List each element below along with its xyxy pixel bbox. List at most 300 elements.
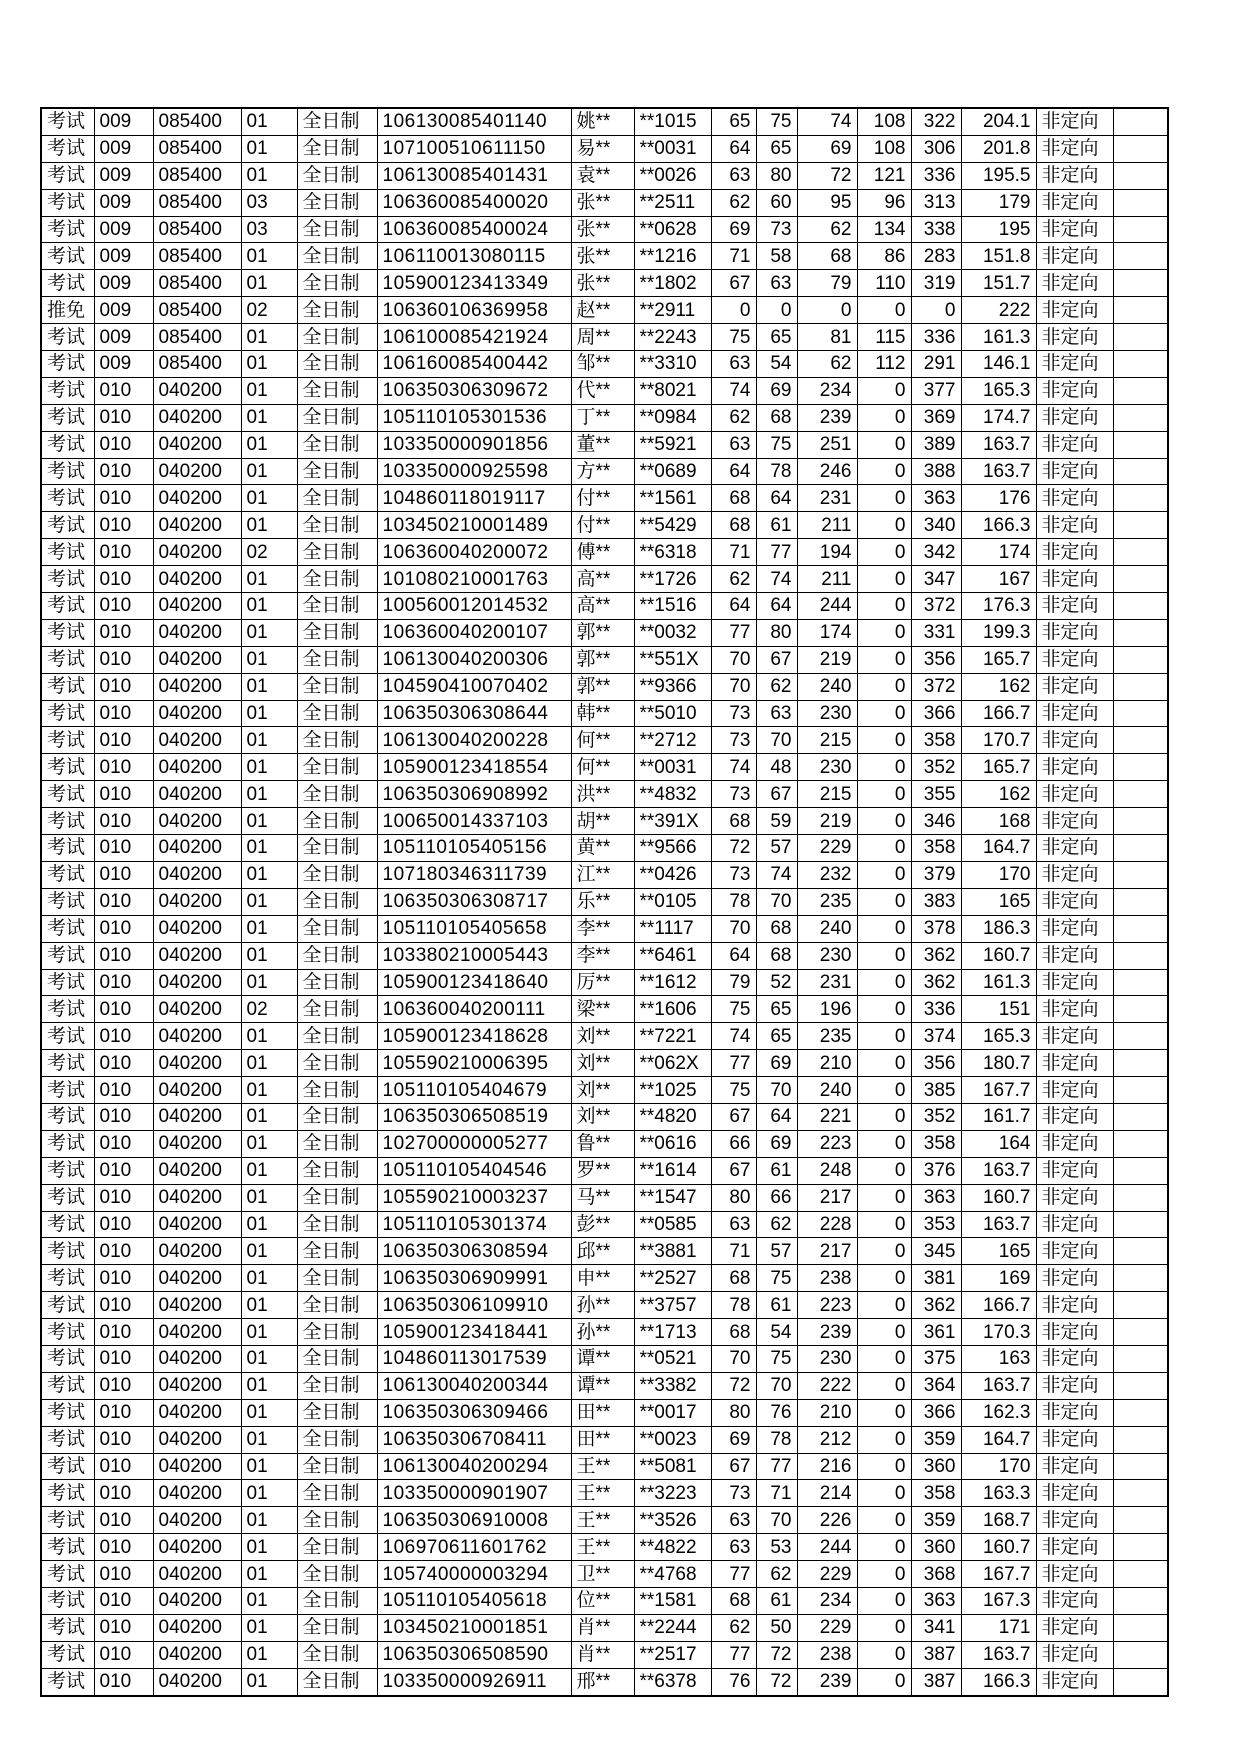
table-cell: 63 (711, 162, 756, 189)
table-cell: **8021 (634, 377, 711, 404)
table-cell: **0521 (634, 1345, 711, 1372)
table-cell: 非定向 (1036, 646, 1113, 673)
table-cell: 68 (711, 485, 756, 512)
table-cell: 040200 (153, 646, 241, 673)
table-cell: **0689 (634, 458, 711, 485)
table-cell: 全日制 (297, 754, 377, 781)
table-cell: 72 (797, 162, 857, 189)
table-cell: 040200 (153, 404, 241, 431)
table-cell: 考试 (41, 243, 94, 270)
table-cell: **1561 (634, 485, 711, 512)
table-cell (1113, 1211, 1168, 1238)
table-cell: 234 (797, 377, 857, 404)
table-row (41, 1668, 1168, 1695)
table-cell: 王** (571, 1453, 634, 1480)
table-cell: 全日制 (297, 566, 377, 593)
table-cell: 0 (857, 727, 911, 754)
table-cell: 040200 (153, 1103, 241, 1130)
table-cell: 105900123418628 (377, 1023, 571, 1050)
table-cell: 63 (756, 270, 797, 297)
table-cell: **062X (634, 1050, 711, 1077)
table-cell: 085400 (153, 270, 241, 297)
table-cell: 0 (857, 1426, 911, 1453)
table-cell: 010 (94, 1319, 153, 1346)
table-cell: 009 (94, 243, 153, 270)
table-cell: 040200 (153, 808, 241, 835)
table-cell: 01 (241, 1077, 297, 1104)
table-cell: 74 (711, 1023, 756, 1050)
table-cell: 362 (911, 1292, 961, 1319)
table-cell: 01 (241, 646, 297, 673)
table-cell: 72 (711, 835, 756, 862)
table-cell (1113, 646, 1168, 673)
table-cell: 考试 (41, 1238, 94, 1265)
table-cell: 71 (711, 243, 756, 270)
table-row (41, 673, 1168, 700)
table-cell: 77 (711, 1561, 756, 1588)
table-cell: 170 (961, 861, 1036, 888)
table-cell: 全日制 (297, 1157, 377, 1184)
table-cell: 085400 (153, 108, 241, 135)
table-cell: 考试 (41, 1614, 94, 1641)
table-cell: 040200 (153, 458, 241, 485)
table-cell: 358 (911, 1480, 961, 1507)
table-cell: 全日制 (297, 458, 377, 485)
table-cell: 151.8 (961, 243, 1036, 270)
table-cell: 01 (241, 1534, 297, 1561)
table-cell: 卫** (571, 1561, 634, 1588)
table-cell: 359 (911, 1426, 961, 1453)
table-cell: 74 (711, 754, 756, 781)
table-cell: 010 (94, 1050, 153, 1077)
table-row (41, 1534, 1168, 1561)
table-cell: 040200 (153, 431, 241, 458)
table-cell: 010 (94, 1372, 153, 1399)
table-cell: 372 (911, 673, 961, 700)
table-cell (1113, 1265, 1168, 1292)
table-cell: 0 (911, 297, 961, 324)
table-cell: 01 (241, 1587, 297, 1614)
table-cell: **2517 (634, 1641, 711, 1668)
table-cell: 74 (797, 108, 857, 135)
table-cell: 010 (94, 915, 153, 942)
table-cell: 180.7 (961, 1050, 1036, 1077)
table-cell: 106350306910008 (377, 1507, 571, 1534)
table-cell: 040200 (153, 1292, 241, 1319)
table-cell: 考试 (41, 108, 94, 135)
table-cell: 0 (857, 1614, 911, 1641)
table-cell: **391X (634, 808, 711, 835)
table-cell: 010 (94, 888, 153, 915)
table-cell: 170.7 (961, 727, 1036, 754)
table-cell: 非定向 (1036, 1319, 1113, 1346)
table-cell: 邹** (571, 351, 634, 378)
table-cell: 362 (911, 942, 961, 969)
table-cell: 010 (94, 673, 153, 700)
table-cell: 全日制 (297, 700, 377, 727)
table-cell: 103450210001489 (377, 512, 571, 539)
table-cell: 周** (571, 324, 634, 351)
table-cell: 040200 (153, 1372, 241, 1399)
table-cell: 01 (241, 593, 297, 620)
table-cell: 010 (94, 1614, 153, 1641)
table-cell: 229 (797, 1561, 857, 1588)
table-cell: 199.3 (961, 619, 1036, 646)
table-cell: 81 (797, 324, 857, 351)
table-cell: 235 (797, 1023, 857, 1050)
table-cell: 全日制 (297, 1372, 377, 1399)
table-cell: 105110105405156 (377, 835, 571, 862)
table-cell: 103350000901856 (377, 431, 571, 458)
table-cell: 全日制 (297, 1534, 377, 1561)
table-cell: 全日制 (297, 1077, 377, 1104)
table-cell: 040200 (153, 1184, 241, 1211)
table-cell: **9366 (634, 673, 711, 700)
table-cell (1113, 243, 1168, 270)
table-cell: 68 (711, 1587, 756, 1614)
table-cell: 非定向 (1036, 781, 1113, 808)
table-cell: 010 (94, 593, 153, 620)
table-cell (1113, 781, 1168, 808)
table-cell: 全日制 (297, 162, 377, 189)
table-cell: 010 (94, 1587, 153, 1614)
table-cell: 全日制 (297, 1480, 377, 1507)
table-cell: 0 (857, 1050, 911, 1077)
table-cell: 283 (911, 243, 961, 270)
table-cell: 244 (797, 1534, 857, 1561)
table-cell: 040200 (153, 619, 241, 646)
table-cell: 67 (711, 1453, 756, 1480)
table-cell: 352 (911, 754, 961, 781)
table-cell: 袁** (571, 162, 634, 189)
table-cell: 60 (756, 189, 797, 216)
table-cell: 105110105404679 (377, 1077, 571, 1104)
table-cell: 347 (911, 566, 961, 593)
table-cell (1113, 1077, 1168, 1104)
table-cell: 谭** (571, 1372, 634, 1399)
table-cell: 非定向 (1036, 485, 1113, 512)
table-cell: 01 (241, 485, 297, 512)
table-cell: 考试 (41, 1292, 94, 1319)
table-cell: 考试 (41, 781, 94, 808)
table-cell: 67 (711, 1103, 756, 1130)
table-cell: 102700000005277 (377, 1130, 571, 1157)
table-cell: 70 (711, 915, 756, 942)
table-cell: 0 (857, 1641, 911, 1668)
table-cell: 368 (911, 1561, 961, 1588)
table-cell: 388 (911, 458, 961, 485)
table-cell: 215 (797, 781, 857, 808)
table-cell: 69 (756, 377, 797, 404)
table-cell (1113, 1399, 1168, 1426)
table-cell: 65 (756, 324, 797, 351)
table-cell: 全日制 (297, 1265, 377, 1292)
table-cell: 374 (911, 1023, 961, 1050)
table-cell: 全日制 (297, 888, 377, 915)
table-cell: 61 (756, 1157, 797, 1184)
table-cell: 全日制 (297, 996, 377, 1023)
table-cell: 01 (241, 700, 297, 727)
table-cell: 106350306508590 (377, 1641, 571, 1668)
table-cell: 0 (857, 646, 911, 673)
table-cell: 邱** (571, 1238, 634, 1265)
table-cell: 0 (797, 297, 857, 324)
table-cell: 160.7 (961, 1184, 1036, 1211)
table-cell: 01 (241, 1453, 297, 1480)
table-cell: 331 (911, 619, 961, 646)
table-cell: 010 (94, 512, 153, 539)
table-cell: 01 (241, 835, 297, 862)
table-cell: 106970611601762 (377, 1534, 571, 1561)
table-cell: 010 (94, 1534, 153, 1561)
table-cell: 151.7 (961, 270, 1036, 297)
table-cell: 229 (797, 1614, 857, 1641)
table-cell: 全日制 (297, 404, 377, 431)
table-cell: 非定向 (1036, 162, 1113, 189)
table-cell: 全日制 (297, 216, 377, 243)
table-cell: 009 (94, 351, 153, 378)
table-cell: 全日制 (297, 512, 377, 539)
table-cell: 167.7 (961, 1561, 1036, 1588)
table-cell: 01 (241, 351, 297, 378)
table-cell: 全日制 (297, 351, 377, 378)
table-cell: 085400 (153, 351, 241, 378)
table-cell: 考试 (41, 270, 94, 297)
table-cell: 78 (756, 458, 797, 485)
table-cell: 106130085401431 (377, 162, 571, 189)
table-cell (1113, 888, 1168, 915)
table-cell: 167.3 (961, 1587, 1036, 1614)
table-cell: 167 (961, 566, 1036, 593)
table-cell: 108 (857, 108, 911, 135)
table-cell: **551X (634, 646, 711, 673)
table-cell (1113, 1050, 1168, 1077)
table-cell: 70 (756, 1372, 797, 1399)
table-cell: 040200 (153, 1453, 241, 1480)
table-cell: 010 (94, 485, 153, 512)
table-cell: 非定向 (1036, 1130, 1113, 1157)
table-cell: 考试 (41, 404, 94, 431)
admission-table-body (41, 108, 1168, 1696)
table-cell: 刘** (571, 1103, 634, 1130)
table-cell: 刘** (571, 1050, 634, 1077)
table-cell: 全日制 (297, 1668, 377, 1695)
table-cell (1113, 1480, 1168, 1507)
table-cell: 110 (857, 270, 911, 297)
table-cell: 222 (797, 1372, 857, 1399)
table-cell: 040200 (153, 861, 241, 888)
table-cell: 80 (711, 1399, 756, 1426)
table-cell: 169 (961, 1265, 1036, 1292)
table-cell: 105110105404546 (377, 1157, 571, 1184)
table-cell (1113, 297, 1168, 324)
table-cell: 040200 (153, 1426, 241, 1453)
table-cell: 103380210005443 (377, 942, 571, 969)
table-cell: 70 (711, 646, 756, 673)
table-cell: 194 (797, 539, 857, 566)
table-cell (1113, 512, 1168, 539)
table-cell: 非定向 (1036, 1345, 1113, 1372)
table-cell: **2911 (634, 297, 711, 324)
table-cell: 考试 (41, 1103, 94, 1130)
table-cell: 010 (94, 1480, 153, 1507)
table-cell: 孙** (571, 1319, 634, 1346)
table-cell: 非定向 (1036, 1614, 1113, 1641)
table-cell: 70 (756, 1507, 797, 1534)
table-cell: 214 (797, 1480, 857, 1507)
table-cell: 全日制 (297, 189, 377, 216)
table-cell: 105740000003294 (377, 1561, 571, 1588)
table-cell: 106360106369958 (377, 297, 571, 324)
table-cell: 全日制 (297, 835, 377, 862)
table-cell: 223 (797, 1292, 857, 1319)
table-cell: 01 (241, 404, 297, 431)
table-cell: 230 (797, 700, 857, 727)
table-cell: **0017 (634, 1399, 711, 1426)
table-cell: 全日制 (297, 243, 377, 270)
table-cell: 0 (857, 539, 911, 566)
table-cell (1113, 1614, 1168, 1641)
table-cell: 106350306908992 (377, 781, 571, 808)
table-cell: 郭** (571, 619, 634, 646)
table-cell (1113, 1641, 1168, 1668)
table-cell: 非定向 (1036, 996, 1113, 1023)
table-cell: 69 (756, 1050, 797, 1077)
table-cell: 75 (756, 108, 797, 135)
table-cell: 010 (94, 1211, 153, 1238)
table-cell: 375 (911, 1345, 961, 1372)
table-cell: 336 (911, 162, 961, 189)
table-cell: **1547 (634, 1184, 711, 1211)
table-cell: 考试 (41, 1319, 94, 1346)
table-cell: 171 (961, 1614, 1036, 1641)
table-cell: 040200 (153, 1265, 241, 1292)
table-cell: 0 (857, 700, 911, 727)
table-cell: 235 (797, 888, 857, 915)
table-cell: 彭** (571, 1211, 634, 1238)
table-cell: 全日制 (297, 1103, 377, 1130)
table-cell: 01 (241, 619, 297, 646)
table-cell: **1216 (634, 243, 711, 270)
table-cell: 非定向 (1036, 431, 1113, 458)
table-cell: 69 (711, 216, 756, 243)
table-cell: 全日制 (297, 108, 377, 135)
table-cell (1113, 1453, 1168, 1480)
table-cell: 非定向 (1036, 458, 1113, 485)
table-cell (1113, 539, 1168, 566)
table-cell: 164.7 (961, 1426, 1036, 1453)
table-cell: 010 (94, 646, 153, 673)
table-cell: 01 (241, 1372, 297, 1399)
table-row (41, 1561, 1168, 1588)
table-cell: 230 (797, 1345, 857, 1372)
table-cell: 231 (797, 969, 857, 996)
table-cell: 全日制 (297, 1184, 377, 1211)
table-cell: 64 (711, 593, 756, 620)
table-cell: 01 (241, 135, 297, 162)
table-cell: 146.1 (961, 351, 1036, 378)
table-cell: 非定向 (1036, 1265, 1113, 1292)
table-cell: 0 (857, 1184, 911, 1211)
table-cell: 考试 (41, 888, 94, 915)
table-cell: 240 (797, 1077, 857, 1104)
table-cell: 全日制 (297, 135, 377, 162)
table-cell: 105900123418554 (377, 754, 571, 781)
table-cell: 高** (571, 593, 634, 620)
table-cell: 考试 (41, 1265, 94, 1292)
table-cell: 考试 (41, 1023, 94, 1050)
table-cell: 01 (241, 781, 297, 808)
table-cell: 考试 (41, 351, 94, 378)
table-cell: 313 (911, 189, 961, 216)
table-cell: 363 (911, 1184, 961, 1211)
table-cell: 010 (94, 1103, 153, 1130)
table-cell: 62 (756, 1561, 797, 1588)
table-cell: 72 (756, 1668, 797, 1695)
table-cell: 105110105301374 (377, 1211, 571, 1238)
table-cell: 非定向 (1036, 1077, 1113, 1104)
table-cell: 229 (797, 835, 857, 862)
table-cell: 62 (756, 1211, 797, 1238)
table-cell: 040200 (153, 1077, 241, 1104)
table-cell: 165 (961, 1238, 1036, 1265)
table-cell: 62 (711, 189, 756, 216)
table-cell: 0 (857, 1561, 911, 1588)
table-cell: 申** (571, 1265, 634, 1292)
table-cell: 62 (711, 1614, 756, 1641)
table-cell: **1025 (634, 1077, 711, 1104)
table-cell: 166.3 (961, 512, 1036, 539)
table-row (41, 1426, 1168, 1453)
table-cell: 非定向 (1036, 351, 1113, 378)
table-cell: 107180346311739 (377, 861, 571, 888)
table-row (41, 243, 1168, 270)
table-cell: 0 (857, 593, 911, 620)
table-cell: 田** (571, 1426, 634, 1453)
table-cell: 0 (857, 1453, 911, 1480)
table-cell: 王** (571, 1507, 634, 1534)
table-cell: 01 (241, 1399, 297, 1426)
table-cell: 210 (797, 1399, 857, 1426)
table-cell: 0 (857, 888, 911, 915)
table-cell: 363 (911, 1587, 961, 1614)
table-cell: 易** (571, 135, 634, 162)
table-cell: 160.7 (961, 942, 1036, 969)
table-cell: 78 (711, 1292, 756, 1319)
table-cell: 76 (756, 1399, 797, 1426)
table-cell: 106350306708411 (377, 1426, 571, 1453)
table-cell: **5081 (634, 1453, 711, 1480)
table-cell: 69 (711, 1426, 756, 1453)
table-cell: 251 (797, 431, 857, 458)
table-row (41, 297, 1168, 324)
table-cell: 考试 (41, 1211, 94, 1238)
table-cell: 考试 (41, 619, 94, 646)
table-cell: **3382 (634, 1372, 711, 1399)
table-cell: 01 (241, 754, 297, 781)
table-cell: 223 (797, 1130, 857, 1157)
table-cell: 0 (857, 404, 911, 431)
table-row (41, 1103, 1168, 1130)
table-cell: **2712 (634, 727, 711, 754)
table-cell: **1606 (634, 996, 711, 1023)
table-cell: 040200 (153, 1614, 241, 1641)
table-cell: 非定向 (1036, 915, 1113, 942)
table-cell: 考试 (41, 1130, 94, 1157)
table-cell: 考试 (41, 324, 94, 351)
table-row (41, 351, 1168, 378)
table-cell: 040200 (153, 888, 241, 915)
